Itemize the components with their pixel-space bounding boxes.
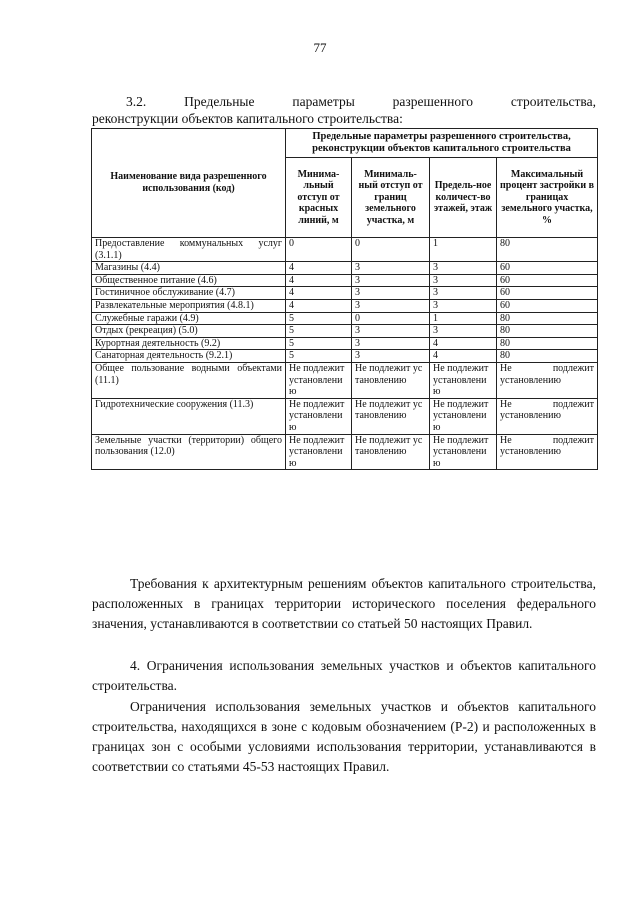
col-header-name: Наименование вида разрешенного использования (код) (92, 129, 286, 238)
row-value: 3 (352, 325, 430, 338)
table-row (92, 287, 598, 300)
table-row (92, 350, 598, 363)
row-name: Развлекательные мероприятия (4.8.1) (92, 299, 286, 312)
table-row (92, 299, 598, 312)
row-value: 3 (352, 350, 430, 363)
row-name: Курортная деятельность (9.2) (92, 337, 286, 350)
row-value: 3 (430, 262, 497, 275)
row-value: 3 (430, 325, 497, 338)
row-value: 4 (286, 274, 352, 287)
row-value: 3 (430, 274, 497, 287)
row-value: 80 (497, 312, 598, 325)
row-value: 3 (352, 274, 430, 287)
row-value: 80 (497, 238, 598, 262)
row-name: Гидротехнические сооружения (11.3) (92, 398, 286, 434)
row-value: Не подлежит установлению (286, 398, 352, 434)
row-value: Не подлежит установлению (430, 362, 497, 398)
col-header: Минималь-ный отступ от границ земельного участка, м (352, 158, 430, 238)
row-name: Служебные гаражи (4.9) (92, 312, 286, 325)
row-value: 3 (352, 299, 430, 312)
row-value: 0 (352, 238, 430, 262)
row-name: Предоставление коммунальных услуг (3.1.1) (92, 238, 286, 262)
heading-word: параметры (292, 94, 355, 109)
row-value: Не подлежит установлению (286, 362, 352, 398)
row-value: 3 (352, 287, 430, 300)
row-value: 5 (286, 337, 352, 350)
table-row (92, 362, 598, 398)
row-value: Не подлежит установлению (497, 362, 598, 398)
row-value: 3 (352, 262, 430, 275)
row-value: 60 (497, 299, 598, 312)
table-row (92, 274, 598, 287)
row-value: 60 (497, 287, 598, 300)
row-value: 0 (352, 312, 430, 325)
heading-line-2: реконструкции объектов капитального строительства: (92, 111, 403, 126)
row-value: Не подлежит установлению (352, 434, 430, 470)
section-heading (92, 93, 596, 127)
row-name: Магазины (4.4) (92, 262, 286, 275)
paragraph-section-4: 4. Ограничения использования земельных участков и объектов капитального строительства. (92, 658, 596, 693)
row-value: Не подлежит установлению (352, 362, 430, 398)
row-value: 80 (497, 337, 598, 350)
row-value: 3 (430, 299, 497, 312)
heading-word: строительства, (510, 94, 596, 109)
row-value: Не подлежит установлению (430, 398, 497, 434)
row-name: Санаторная деятельность (9.2.1) (92, 350, 286, 363)
row-value: 80 (497, 350, 598, 363)
table-row (92, 434, 598, 470)
col-header: Максимальный процент застройки в границах земельного участка, % (497, 158, 598, 238)
row-value: 3 (352, 337, 430, 350)
page-number: 77 (313, 40, 327, 55)
row-value: 4 (430, 350, 497, 363)
row-value: Не подлежит установлению (430, 434, 497, 470)
row-name: Общественное питание (4.6) (92, 274, 286, 287)
row-value: 3 (430, 287, 497, 300)
heading-word: Предельные (184, 94, 255, 109)
row-value: 4 (286, 287, 352, 300)
table-row (92, 325, 598, 338)
table-row (92, 262, 598, 275)
row-value: 60 (497, 262, 598, 275)
table-row (92, 238, 598, 262)
table-row (92, 337, 598, 350)
row-value: Не подлежит установлению (497, 434, 598, 470)
row-value: 1 (430, 312, 497, 325)
heading-word: разрешенного (392, 94, 474, 109)
paragraph-requirements: Требования к архитектурным решениям объектов капитального строительства, расположенных в границах территории исторического поселения федерального значения, устанавливаются в соответствии со статьей 50 настоящих Правил. (92, 576, 596, 631)
row-value: 4 (286, 262, 352, 275)
group-header: Предельные параметры разрешенного строительства, реконструкции объектов капитального строительства (286, 129, 598, 158)
row-value: 4 (286, 299, 352, 312)
table-row (92, 398, 598, 434)
row-value: Не подлежит установлению (352, 398, 430, 434)
heading-number: 3.2. (126, 94, 147, 109)
parameters-table (91, 128, 598, 470)
row-value: Не подлежит установлению (286, 434, 352, 470)
row-value: 5 (286, 350, 352, 363)
col-header: Минима-льный отступ от красных линий, м (286, 158, 352, 238)
row-name: Гостиничное обслуживание (4.7) (92, 287, 286, 300)
row-value: 0 (286, 238, 352, 262)
row-name: Общее пользование водными объектами (11.1) (92, 362, 286, 398)
row-value: 4 (430, 337, 497, 350)
paragraph-restrictions: Ограничения использования земельных участков и объектов капитального строительства, находящихся в зоне с кодовым обозначением (Р-2) и расположенных в границах зон с особыми условиями использования территории, устанавливаются в соответствии со статьями 45-53 настоящих Правил. (92, 699, 596, 774)
row-value: 80 (497, 325, 598, 338)
row-name: Отдых (рекреация) (5.0) (92, 325, 286, 338)
row-value: 5 (286, 325, 352, 338)
table-row (92, 312, 598, 325)
row-value: 1 (430, 238, 497, 262)
row-value: Не подлежит установлению (497, 398, 598, 434)
row-value: 60 (497, 274, 598, 287)
row-name: Земельные участки (территории) общего пользования (12.0) (92, 434, 286, 470)
row-value: 5 (286, 312, 352, 325)
col-header: Предель-ное количест-во этажей, этаж (430, 158, 497, 238)
